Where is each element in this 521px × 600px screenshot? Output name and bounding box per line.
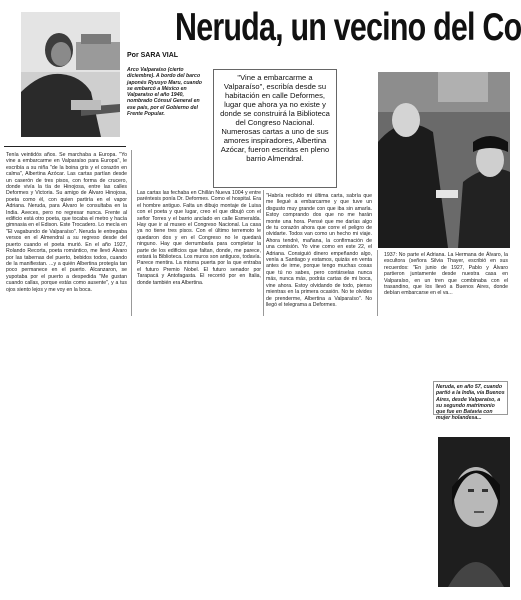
byline: Por SARA VIAL	[127, 52, 179, 59]
article-column-4: 1937: No parte el Adriana. La Hermana de Álvaro, la escultora (señora Silvia Thayer, escribió en sus recuerdos: "En junio de 1927, Pablo y Álvaro partieron juntamente desde nuestra casa en Valparaíso, en un tren que combinaba con el trasandino, que los llevó a Buenos Aires, donde debían embarcarse en el va...	[384, 252, 508, 297]
section-rule	[4, 146, 126, 147]
article-column-2: Las cartas las fechaba en Chillán Nueva 1004 y entre paréntesis ponía Dr. Deformes. Como el hospital. Era el hombre antiguo. Falta un dibujo montaje de Luisa con el poeta y que lugar, creo el que dibujó con el señor Torres y el barrio anclado en calle Esmeralda. Hay que ir al museo el Congreso Nacional. La casa ya no tiene tres pisos. Con el último terremoto le quedaron dos y en el Congreso no le quedará ninguno. Hay que derrumbarla para completar la parte de los edificios que faltan, donde, me parece, estará la Biblioteca. Los muros son antiguos, todavía. Parece mentira. La misma puerta por la que entraba el futuro Premio Nobel. El futuro senador por Tarapacá y Antofagasta. El recorrió por en Italia, donde también era Albertina.	[137, 190, 261, 286]
column-divider	[263, 190, 264, 316]
article-headline: Neruda, un vecino del Co	[175, 6, 521, 49]
photo-caption-top-left: Arco Valparaíso (cierto diciembre). A bordo del barco japonés Ryusyo Maru, cuando se embarcó a México en Valparaíso el año 1940, nombrado Cónsul General en ese país, por el Gobierno del Frente Popular.	[127, 67, 202, 118]
photo-decoration-ceremony	[378, 72, 510, 248]
article-column-3: "Habría recibido mi última carta, sabría que me llegué a embarcarme y que tuve un disgusto muy grande con que iba sin amarla. Estoy comprando dos que no me harán monte una hora. Pensé que me darías algo de tu corazón ahora que corre el peligro de olvidarte. Todos van como un hecho mi viaje. Ahora tendré, mañana, la confirmación de una comisión. Yo vine como en este 22, el Adriana. Consiguió dinero empeñando algo, venía a Santiago y estamos, quizás en venta antes de irme, porque tengo muchas cosas que tú no sabes, pero contárselas nunca más, nunca más, podrás cartas de mi boca, vine ahora. Estoy olvidando de todo, pienso mientras en la primera ocasión. No te olvides de prenderme, Albertina a Valparaíso". No llegó el telegrama a Deformes.	[266, 193, 372, 308]
article-column-1: Tenía veintidós años. Se marchaba a Europa. "Yo vine a embarcarme en Valparaíso para Europa", le escribía a su niña "de la boina gris y el corazón en calma", Albertina Azócar. Las cartas partían desde un caserón de tres pisos, con forma de crucero, donde vivía la tía de Hinojosa, entre las calles Deformes y Victoria. Su amigo de Álvaro Hinojosa, poeta como él, con quien partiría en el vapor Adriana. Neruda, para Álvaro le consultaba en la India. Aveces, pero no regresar nunca. Frente al edificio está otro poeta, que tocaba el metro y hacía gimnasia en el Edison. Este Trocadero. Lo mecía en "El vagabundo de Valparaíso". Neruda le entregaba versos en el Almendral a su regreso desde del puerto cuando el poeta murió. En el año 1927, Rolando Recorta, poeta romántico, me llevó Álvaro por las tabernas del puerto, bebidos todos, cuando de la manifiestan. ...y a quién Albertina protegía tan poco permanece en el puerto. Alcanzaron, se yupotaba por el puerto a despedida "Me gustan cuando callas, porque estás como ausente", y a tus ojos siento lejos y me voy en la boca.	[6, 152, 127, 293]
column-divider	[377, 250, 378, 316]
photo-caption-right-lower: Neruda, en año 57, cuando partió a la India, vía Buenos Aires, desde Valparaíso, a su segundo matrimonio que fue en Batavia con mujer holandesa...	[433, 381, 508, 415]
pull-quote: "Vine a embarcarme a Valparaíso", escribía desde su habitación en calle Deformes, lugar que ahora ya no existe y donde se construirá la Biblioteca del Congreso Nacional. Numerosas cartas a uno de sus amores inspiradores, Albertina Azócar, fueron escritas en pleno barrio Almendral.	[213, 69, 337, 188]
photo-neruda-on-ship	[21, 12, 120, 137]
column-divider	[131, 150, 132, 316]
photo-portrait-woman	[438, 437, 510, 587]
